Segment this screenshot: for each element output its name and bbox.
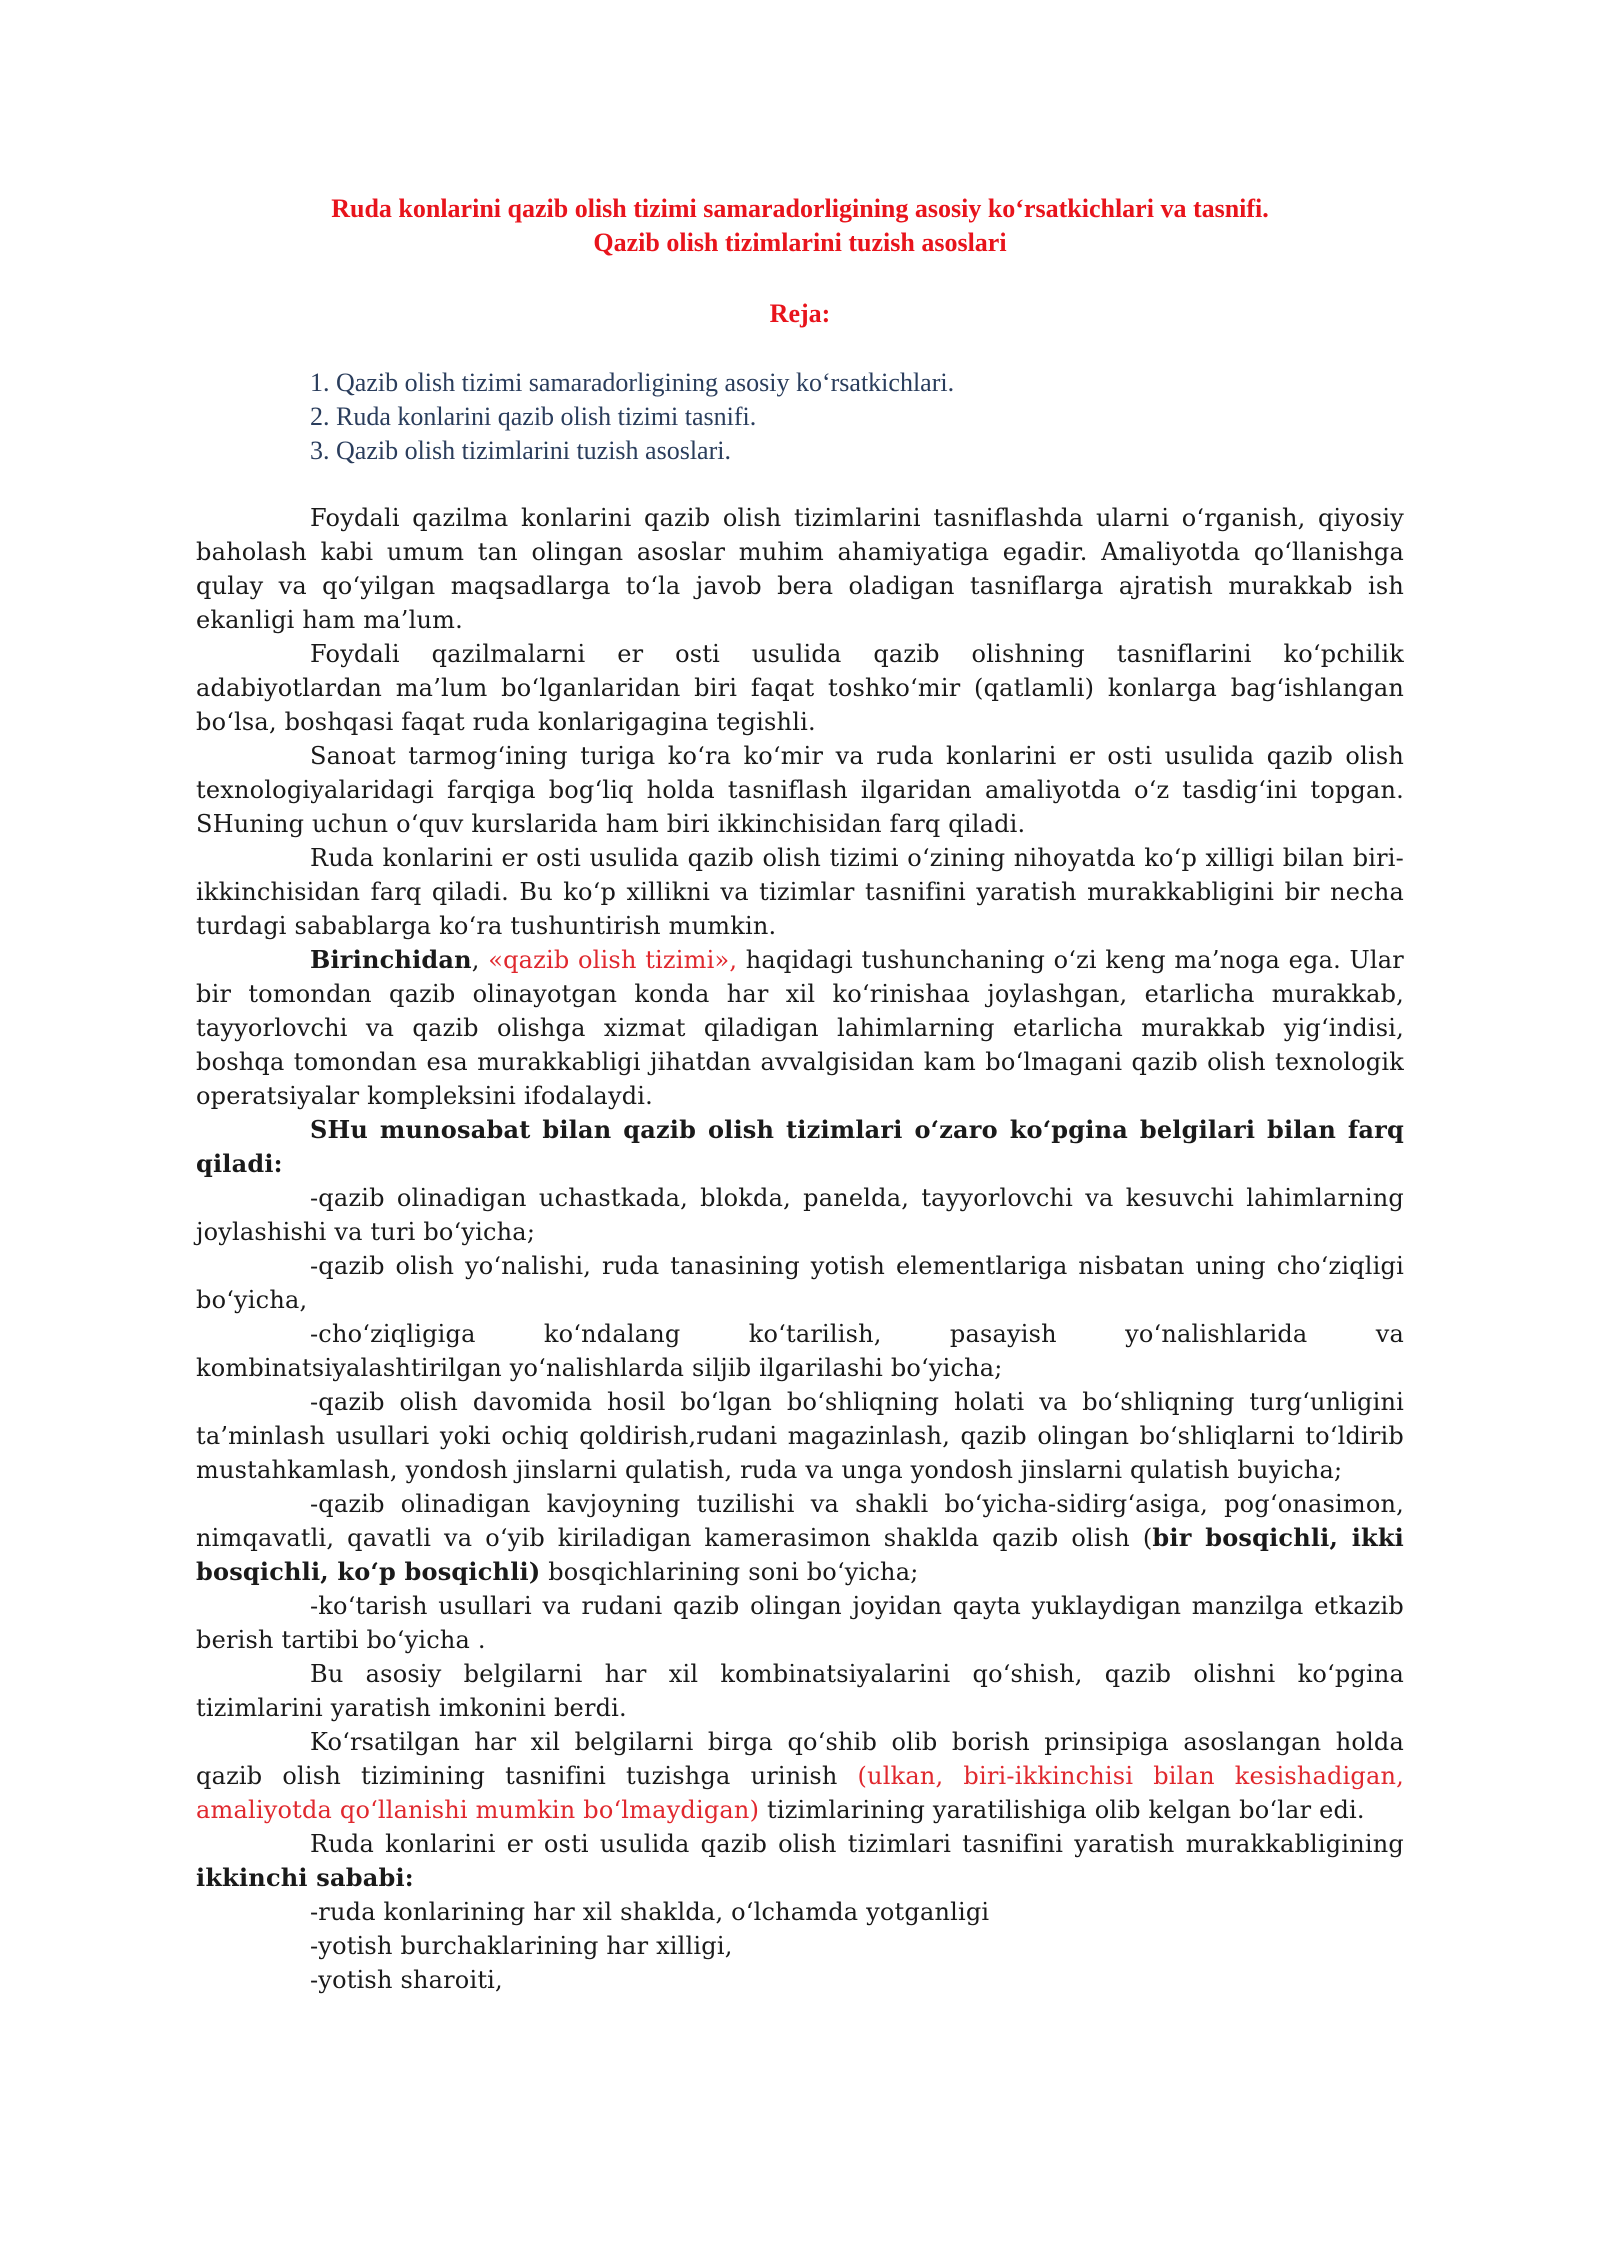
paragraph: -qazib olish davomida hosil bo‘lgan bo‘shliqning holati va bo‘shliqning turg‘unligini ta’minlash usullari yoki ochiq qoldirish,rudani magazinlash, qazib olingan bo‘shliqlarni to‘ldirib mustahkamlash, yondosh jinslarni qulatish, ruda va unga yondosh jinslarni qulatish buyicha; (196, 1388, 1404, 1484)
highlighted-term: «qazib olish tizimi», (488, 946, 738, 974)
bold-text: Birinchidan (310, 945, 472, 974)
plan-item-1: 1. Qazib olish tizimi samaradorligining asosiy ko‘rsatkichlari. (310, 368, 955, 397)
title-line-1: Ruda konlarini qazib olish tizimi samaradorligining asosiy ko‘rsatkichlari va tasnifi. (331, 194, 1269, 223)
paragraph: Foydali qazilmalarni er osti usulida qazib olishning tasniflarini ko‘pchilik adabiyotlardan ma’lum bo‘lganlaridan biri faqat toshko‘mir (qatlamli) konlarga bag‘ishlangan bo‘lsa, boshqasi faqat ruda konlarigagina tegishli. (196, 640, 1404, 736)
paragraph: Ruda konlarini er osti usulida qazib olish tizimi o‘zining nihoyatda ko‘p xilligi bilan biri-ikkinchisidan farq qiladi. Bu ko‘p xillikni va tizimlar tasnifini yaratish murakkabligini bir necha turdagi sabablarga ko‘ra tushuntirish mumkin. (196, 844, 1404, 940)
document-body (196, 501, 1404, 1997)
text-span: haqidagi tushunchaning o‘zi keng ma’noga ega. Ular bir tomondan qazib olinayotgan konda har xil ko‘rinishaa joylashgan, etarlicha murakkab, tayyorlovchi va qazib olishga xizmat qiladigan lahimlarning etarlicha murakkab yig‘indisi, boshqa tomondan esa murakkabligi jihatdan avvalgisidan kam bo‘lmagani qazib olish texnologik operatsiyalar kompleksini ifodalaydi. (196, 946, 1404, 1110)
paragraph: -yotish sharoiti, (310, 1966, 503, 1994)
paragraph: -yotish burchaklarining har xilligi, (310, 1932, 733, 1960)
paragraph: Foydali qazilma konlarini qazib olish tizimlarini tasniflashda ularni o‘rganish, qiyosiy baholash kabi umum tan olingan asoslar muhim ahamiyatiga egadir. Amaliyotda qo‘llanishga qulay va qo‘yilgan maqsadlarga to‘la javob bera oladigan tasniflarga ajratish murakkab ish ekanligi ham ma’lum. (196, 504, 1404, 634)
text-span: tizimlarining yaratilishiga olib kelgan bo‘lar edi. (759, 1796, 1365, 1824)
title-line-2: Qazib olish tizimlarini tuzish asoslari (593, 228, 1007, 257)
paragraph: Sanoat tarmog‘ining turiga ko‘ra ko‘mir va ruda konlarini er osti usulida qazib olish texnologiyalaridagi farqiga bog‘liq holda tasniflash ilgaridan amaliyotda o‘z tasdig‘ini topgan. SHuning uchun o‘quv kurslarida ham biri ikkinchisidan farq qiladi. (196, 742, 1404, 838)
bold-text: ikkinchi sababi: (196, 1863, 414, 1892)
bold-text: bir bosqichli, ikki bosqichli, ko‘p bosqichli) (196, 1523, 1404, 1586)
text-span: -qazib olinadigan kavjoyning tuzilishi va shakli bo‘yicha-sidirg‘asiga, pog‘onasimon, nimqavatli, qavatli va o‘yib kiriladigan kamerasimon shaklda qazib olish ( (196, 1490, 1404, 1552)
bold-text: SHu munosabat bilan qazib olish tizimlari o‘zaro ko‘pgina belgilari bilan farq qiladi: (196, 1115, 1404, 1178)
paragraph: -ruda konlarining har xil shaklda, o‘lchamda yotganligi (310, 1898, 990, 1926)
plan-list (310, 366, 1310, 468)
plan-item-2: 2. Ruda konlarini qazib olish tizimi tasnifi. (310, 402, 757, 431)
text-span: Ruda konlarini er osti usulida qazib olish tizimlari tasnifini yaratish murakkabligining (310, 1830, 1404, 1858)
plan-heading: Reja: (769, 299, 831, 328)
paragraph: -qazib olinadigan uchastkada, blokda, panelda, tayyorlovchi va kesuvchi lahimlarning joylashishi va turi bo‘yicha; (196, 1184, 1404, 1246)
paragraph (196, 1487, 1404, 1589)
text-span: bosqichlarining soni bo‘yicha; (540, 1558, 919, 1586)
paragraph: -qazib olish yo‘nalishi, ruda tanasining yotish elementlariga nisbatan uning cho‘ziqligi bo‘yicha, (196, 1252, 1404, 1314)
document-title (196, 192, 1404, 260)
plan-item-3: 3. Qazib olish tizimlarini tuzish asoslari. (310, 436, 731, 465)
highlighted-term: (ulkan, biri-ikkinchisi bilan kesishadigan, amaliyotda qo‘llanishi mumkin bo‘lmaydigan) (196, 1762, 1404, 1824)
text-span: , (471, 946, 489, 974)
paragraph: -cho‘ziqligiga ko‘ndalang ko‘tarilish, pasayish yo‘nalishlarida va kombinatsiyalashtirilgan yo‘nalishlarda siljib ilgarilashi bo‘yicha; (196, 1320, 1404, 1382)
paragraph (196, 1827, 1404, 1895)
paragraph (196, 1725, 1404, 1827)
paragraph (196, 943, 1404, 1113)
text-span: Ko‘rsatilgan har xil belgilarni birga qo‘shib olib borish prinsipiga asoslangan holda qazib olish tizimining tasnifini tuzishga urinish (196, 1728, 1404, 1790)
paragraph (196, 1113, 1404, 1181)
paragraph: Bu asosiy belgilarni har xil kombinatsiyalarini qo‘shish, qazib olishni ko‘pgina tizimlarini yaratish imkonini berdi. (196, 1660, 1404, 1722)
paragraph: -ko‘tarish usullari va rudani qazib olingan joyidan qayta yuklaydigan manzilga etkazib berish tartibi bo‘yicha . (196, 1592, 1404, 1654)
